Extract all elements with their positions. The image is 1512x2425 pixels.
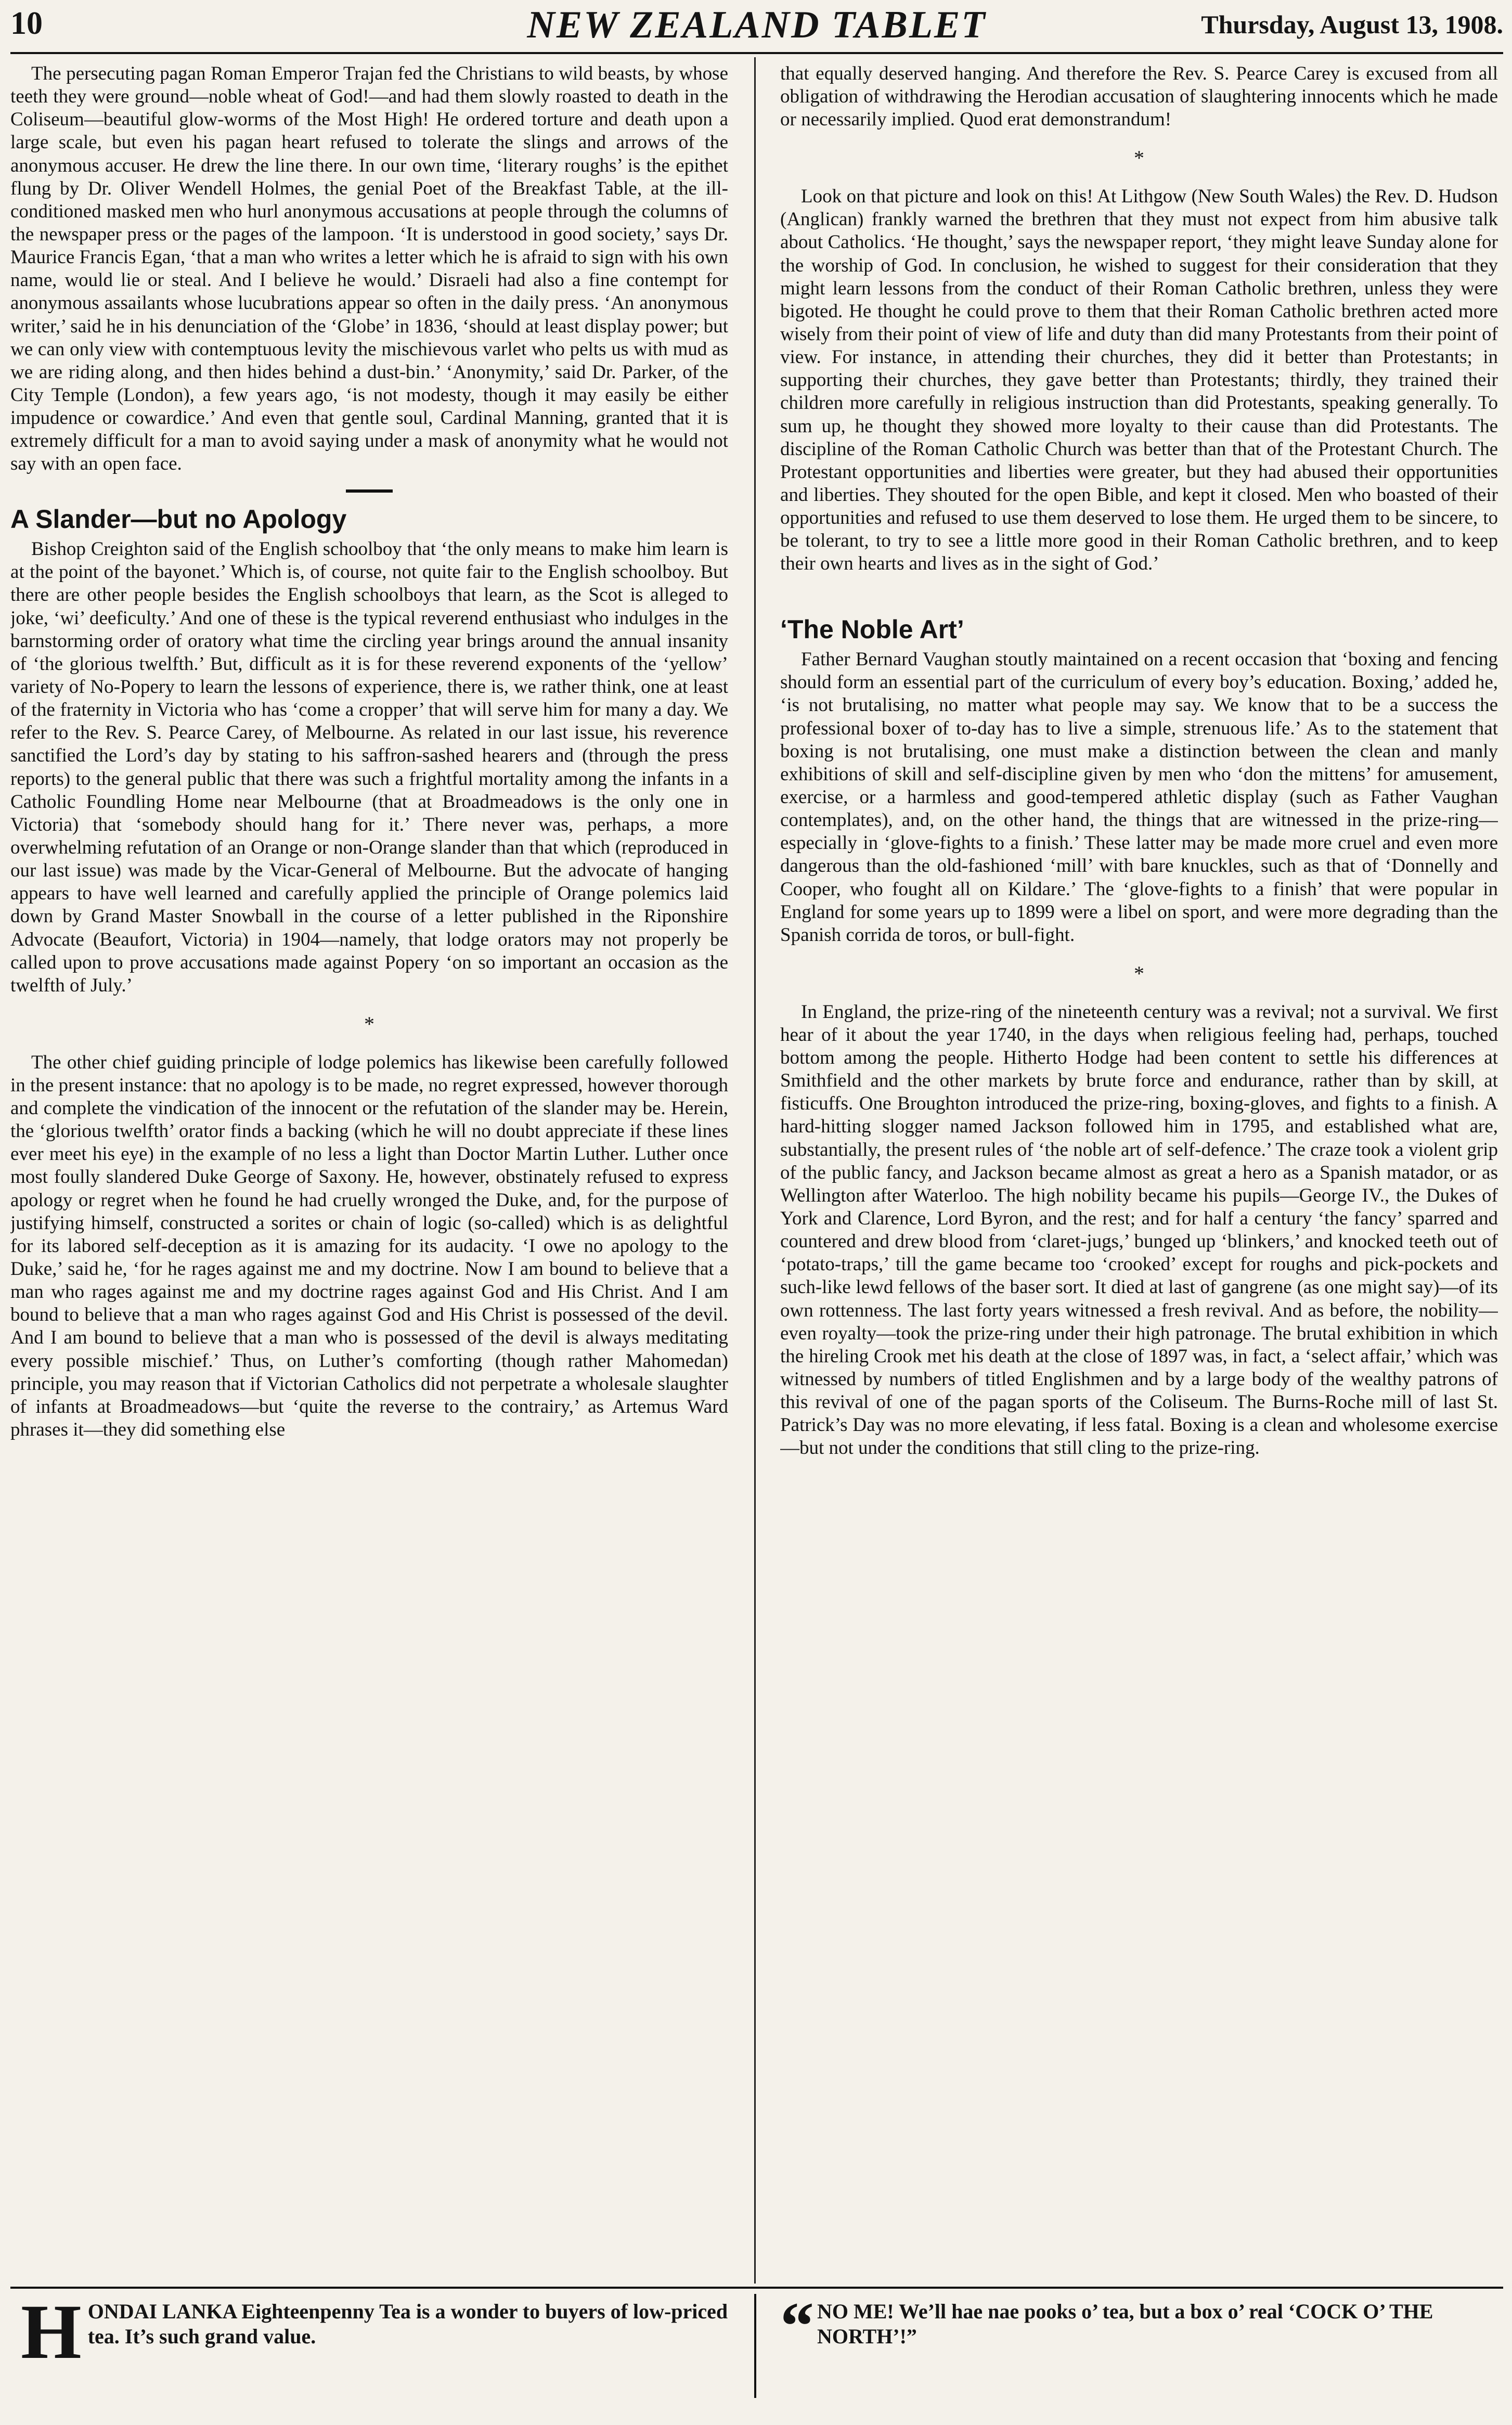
advertisement-quote-mark: “ (780, 2289, 814, 2364)
asterism: * (1134, 962, 1144, 985)
asterism: * (364, 1012, 374, 1036)
footer-divider (754, 2294, 756, 2398)
issue-date: Thursday, August 13, 1908. (1201, 10, 1503, 39)
article-paragraph: Father Bernard Vaughan stoutly maintained on a recent occasion that ‘boxing and fencing should form an essential part of the curriculum of every boy’s education. Boxing,’ added he, ‘is not brutalising, no matter what people may say. We know that to be a success the professional boxer of to-day has to live a simple, strenuous life.’ As to the statement that boxing is not brutalising, one must make a distinction between the clean and manly exhibitions of skill and self-discipline given by men who ‘don the mittens’ for amusement, exercise, or a harmless and good-tempered athletic display (such as Father Vaughan contemplates), and, on the other hand, the things that are witnessed in the prize-ring—especially in ‘glove-fights to a finish.’ These latter may be made more cruel and even more dangerous than the old-fashioned ‘mill’ with bare knuckles, such as that of ‘Donnelly and Cooper, who fought all on Kildare.’ The ‘glove-fights to a finish’ that were popular in England for some years up to 1899 were a libel on sport, and were more degrading than the Spanish corrida de toros, or bull-fight. (780, 649, 1498, 946)
header-rule (10, 52, 1503, 54)
section-heading: ‘The Noble Art’ (780, 614, 964, 644)
advertisement-drop-cap: H (21, 2289, 82, 2375)
article-paragraph: The other chief guiding principle of lodge polemics has likewise been carefully followed in the present instance: that no apology is to be made, no regret expressed, however thorough and complete the vindication of the innocent or the refutation of the slander may be. Herein, the ‘glorious twelfth’ orator finds a backing (which he will no doubt appreciate if these lines ever meet his eye) in the example of no less a light than Doctor Martin Luther. Luther once most foully slandered Duke George of Saxony. He, however, obstinately refused to express apology or regret when he found he had cruelly wronged the Duke, and, for the purpose of justifying himself, constructed a sorites or chain of logic (so-called) which is as delightful for its labored self-deception as it is amazing for its audacity. ‘I owe no apology to the Duke,’ said he, ‘for he rages against me and my doctrine. Now I am bound to believe that a man who rages against me and my doctrine rages against God and His Christ. And I am bound to believe that a man who rages against God and His Christ is possessed of the devil. And I am bound to believe that a man who is possessed of the devil is always meditating every possible mischief.’ Thus, on Luther’s comforting (though rather Mahomedan) principle, you may reason that if Victorian Catholics did not perpetrate a wholesale slaughter of infants at Broadmeadows—but ‘quite the reverse to the contrairy,’ as Artemus Ward phrases it—they did something else (10, 1051, 728, 1440)
page-number: 10 (10, 6, 43, 41)
hondai-lanka-advertisement (21, 2289, 749, 2403)
asterism: * (1134, 146, 1144, 170)
article-paragraph: In England, the prize-ring of the nineteenth century was a revival; not a survival. We first hear of it about the year 1740, in the days when religious feeling had, perhaps, touched bottom among the people. Hitherto Hodge had been content to settle his differences at Smithfield and the other markets by brute force and endurance, rather than by skill, at fisticuffs. One Broughton introduced the prize-ring, boxing-gloves, and fights to a finish. A hard-hitting slogger named Jackson followed him in 1795, and established what are, substantially, the present rules of ‘the noble art of self-defence.’ The craze took a violent grip of the public fancy, and Jackson became almost as great a hero as a Spanish matador, or as Wellington after Waterloo. The high nobility became his pupils—George IV., the Dukes of York and Clarence, Lord Byron, and the rest; and for half a century ‘the fancy’ sparred and countered and drew blood from ‘claret-jugs,’ bunged up ‘blinkers,’ and knocked teeth out of ‘potato-traps,’ till the game became too ‘crooked’ except for roughs and pick-pockets and such-like lewd fellows of the baser sort. It died at last of gangrene (as one might say)—of its own rottenness. The last forty years witnessed a fresh revival. And as before, the nobility—even royalty—took the prize-ring under their high patronage. The brutal exhibition in which the hireling Crook met his death at the close of 1897 was, in fact, a ‘select affair,’ which was witnessed by numbers of titled Englishmen and by a large body of the wealthy patrons of this revival of one of the pagan sports of the Coliseum. The Burns-Roche mill of last St. Patrick’s Day was no more elevating, if less fatal. Boxing is a clean and wholesome exercise—but not under the conditions that still cling to the prize-ring. (780, 1001, 1498, 1459)
article-paragraph: Bishop Creighton said of the English schoolboy that ‘the only means to make him learn is at the point of the bayonet.’ Which is, of course, not quite fair to the English schoolboy. But there are other people besides the English schoolboys that learn, as the Scot is alleged to joke, ‘wi’ deeficulty.’ And one of these is the typical reverend enthusiast who indulges in the barnstorming order of oratory what time the circling year brings around the annual insanity of ‘the glorious twelfth.’ But, difficult as it is for these reverend exponents of the ‘yellow’ variety of No-Popery to learn the lessons of experience, there is, we rather think, one at least of the fraternity in Victoria who has ‘come a cropper’ that will serve him for many a day. We refer to the Rev. S. Pearce Carey, of Melbourne. As related in our last issue, his reverence sanctified the Lord’s day by stating to his saffron-sashed hearers and (through the press reports) to the general public that there was such a frightful mortality among the infants in a Catholic Foundling Home near Melbourne (that at Broadmeadows is the only one in Victoria) that ‘somebody should hang for it.’ There never was, perhaps, a more overwhelming refutation of an Orange or non-Orange slander than that which (reproduced in our last issue) was made by the Vicar-General of Melbourne. But the advocate of hanging appears to have well learned and carefully applied the principle of Orange polemics laid down by Grand Master Snowball in the course of a letter published in the Riponshire Advocate (Beaufort, Victoria) in 1904—namely, that lodge orators may not properly be called upon to prove accusations made against Popery ‘on so important an occasion as the twelfth of July.’ (10, 538, 728, 996)
masthead (10, 5, 1503, 52)
article-paragraph: that equally deserved hanging. And therefore the Rev. S. Pearce Carey is excused from all obligation of withdrawing the Herodian accusation of slaughtering innocents which he made or necessarily implied. Quod erat demonstrandum! (780, 63, 1498, 131)
column-divider (754, 57, 756, 2284)
cock-o-the-north-advertisement (780, 2289, 1498, 2403)
section-heading: A Slander—but no Apology (10, 504, 347, 534)
footer-rule (10, 2287, 1503, 2289)
left-column (10, 62, 728, 2278)
section-divider (346, 489, 393, 493)
article-paragraph: Look on that picture and look on this! At Lithgow (New South Wales) the Rev. D. Hudson (Anglican) frankly warned the brethren that they must not expect from him abusive talk about Catholics. ‘He thought,’ says the newspaper report, ‘they might leave Sunday alone for the worship of God. In conclusion, he wished to suggest for their consideration that they might learn lessons from the conduct of their Roman Catholic brethren, unless they were bigoted. He thought he could prove to them that their Roman Catholic brethren acted more wisely from their point of view of life and duty than did many Protestants from their point of view. For instance, in attending their churches, they did it better than Protestants; in supporting their churches, they gave better than Protestants; thirdly, they trained their children more carefully in religious instruction than did Protestants, speaking generally. To sum up, he thought they showed more loyalty to their cause than did Protestants. The discipline of the Roman Catholic Church was better than that of the Protestant Church. The Protestant opportunities and liberties were greater, but they had abused their opportunities and liberties. They shouted for the open Bible, and kept it closed. Men who boasted of their opportunities and refused to use them deserved to lose them. He urged them to be sincere, to be tolerant, to try to see a little more good in their Roman Catholic brethren, and to keep their own hearts and lives as in the sight of God.’ (780, 186, 1498, 575)
spacer (780, 576, 1498, 603)
advertisement-text: NO ME! We’ll hae nae pooks o’ tea, but a box o’ real ‘COCK O’ THE NORTH’!” (817, 2300, 1433, 2348)
article-paragraph: The persecuting pagan Roman Emperor Trajan fed the Christians to wild beasts, by whose teeth they were ground—noble wheat of God!—and had them slowly roasted to death in the Coliseum—beautiful glow-worms of the Most High! He ordered torture and death upon a large scale, but even his pagan heart refused to tolerate the slings and arrows of the anonymous accuser. He drew the line there. In our own time, ‘literary roughs’ is the epithet flung by Dr. Oliver Wendell Holmes, the genial Poet of the Breakfast Table, at the ill-conditioned masked men who hurl anonymous accusations at people through the columns of the newspaper press or the pages of the lampoon. ‘It is understood in good society,’ says Dr. Maurice Francis Egan, ‘that a man who writes a letter which he is afraid to sign with his own name, would lie or steal. And I believe he would.’ Disraeli had also a fine contempt for anonymous assailants whose lucubrations appear so often in the daily press. ‘An anonymous writer,’ said he in his denunciation of the ‘Globe’ in 1836, ‘should at least display power; but we can only view with contemptuous levity the mischievous varlet who pelts us with mud as we are riding along, and then hides behind a dust-bin.’ ‘Anonymity,’ said Dr. Parker, of the City Temple (London), a few years ago, ‘is not modesty, though it may easily be either impudence or cowardice.’ And even that gentle soul, Cardinal Manning, granted that it is extremely difficult for a man to avoid saying under a mask of anonymity what he would not say with an open face. (10, 63, 728, 475)
advertisement-text: ONDAI LANKA Eighteenpenny Tea is a wonder to buyers of low-priced tea. It’s such grand value. (87, 2300, 728, 2348)
newspaper-title: NEW ZEALAND TABLET (527, 4, 987, 46)
right-column (780, 62, 1498, 2278)
